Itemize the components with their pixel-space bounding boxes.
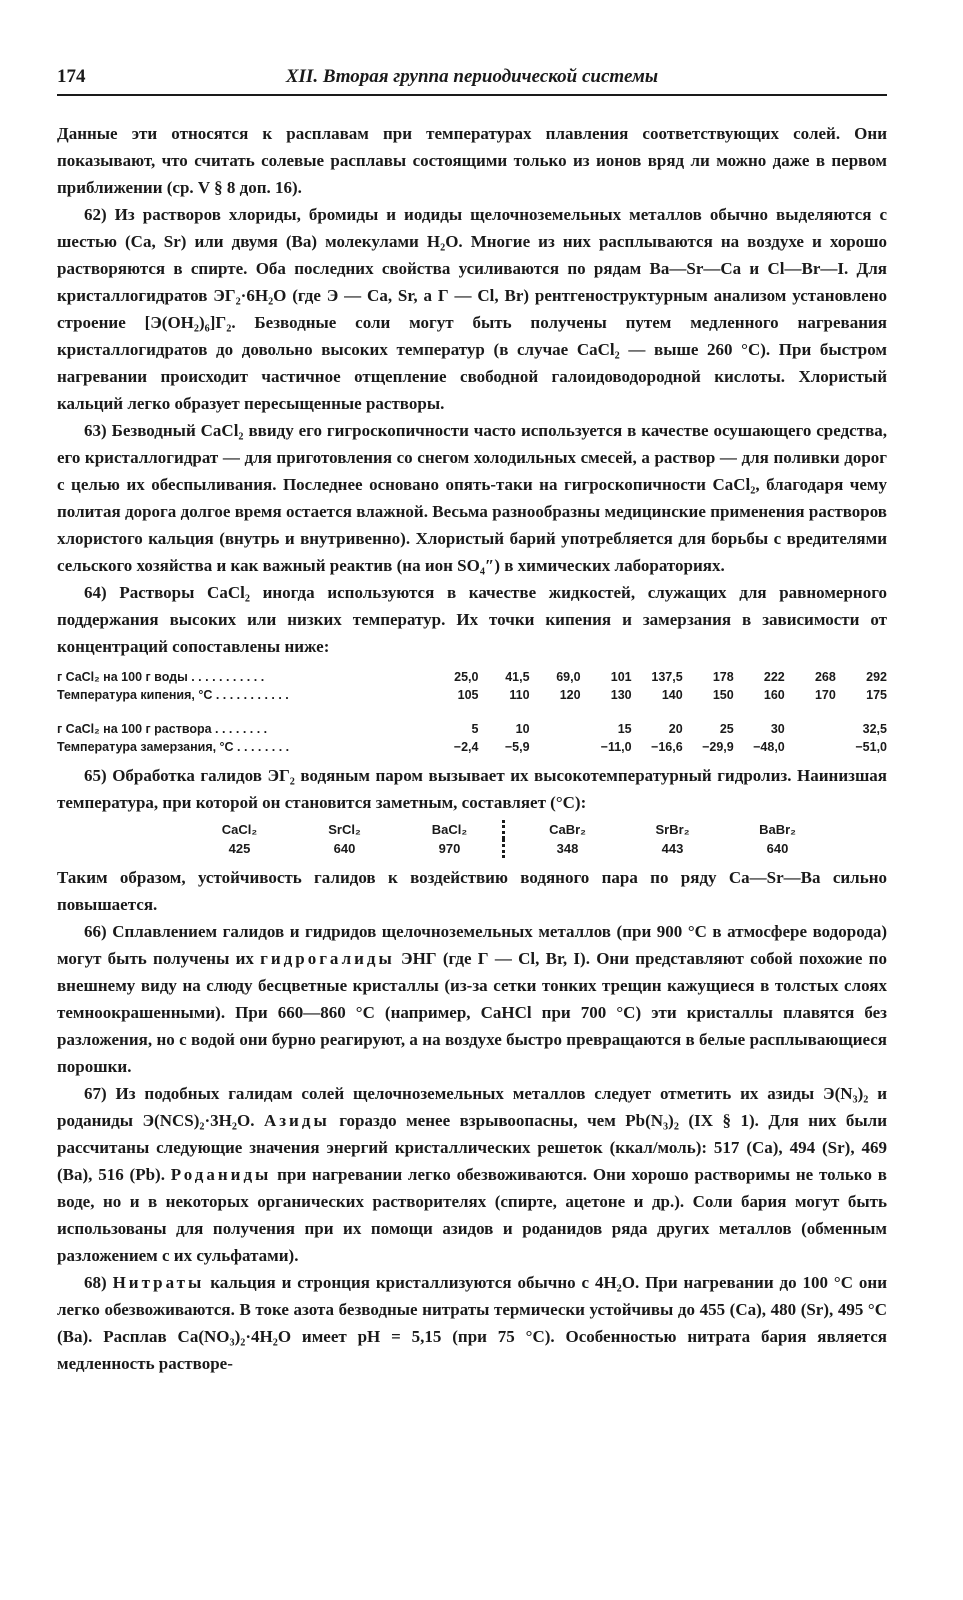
table-cell: 110 bbox=[509, 688, 530, 702]
note-65-conclusion: Таким образом, устойчивость галидов к воздействию водяного пара по ряду Ca—Sr—Ba сильно повышается. bbox=[57, 868, 887, 914]
table-cell: 268 bbox=[814, 670, 836, 684]
halide-hydrolysis-table bbox=[187, 820, 830, 858]
table-row bbox=[187, 820, 830, 839]
table-cell: 15 bbox=[617, 722, 632, 736]
page-header bbox=[57, 60, 887, 96]
text-run: 67) Из подобных галидам солей щелочноземельных металлов следует отметить их азиды Э(N₃)₂ и роданиды Э(NCS)₂·3H₂O. bbox=[57, 1084, 887, 1130]
table-cell: BaBr₂ bbox=[759, 822, 796, 837]
table-cell: 425 bbox=[228, 841, 251, 856]
table-cell: −11,0 bbox=[600, 740, 632, 754]
table-cell: 10 bbox=[515, 722, 530, 736]
table-cell: 160 bbox=[763, 688, 785, 702]
table-cell: 105 bbox=[457, 688, 479, 702]
page-number: 174 bbox=[57, 66, 86, 87]
text-run: кальция и стронция кристаллизуются обычно с 4H₂O. При нагревании до 100 °C они легко обезвоживаются. В токе азота безводные нитраты термически устойчивы до 455 (Ca), 480 (Sr), 495 °C (Ba). Расплав Ca(NO₃)₂·4H₂O имеет pH = 5,15 (при 75 °C). Особенностью нитрата бария является медленность растворе- bbox=[57, 1273, 887, 1373]
table-cell: 640 bbox=[766, 841, 789, 856]
table-cell: 170 bbox=[814, 688, 836, 702]
table-cell: 20 bbox=[668, 722, 683, 736]
table-cell: 222 bbox=[763, 670, 785, 684]
table-cell: 32,5 bbox=[862, 722, 887, 736]
table-cell: CaCl₂ bbox=[221, 822, 258, 837]
table-cell: 120 bbox=[559, 688, 581, 702]
table-cell: 69,0 bbox=[556, 670, 581, 684]
table-cell: 292 bbox=[866, 670, 887, 684]
table-row bbox=[57, 738, 887, 756]
column-separator bbox=[504, 820, 516, 858]
table-cell: −16,6 bbox=[651, 740, 683, 754]
table-cell: 25 bbox=[719, 722, 734, 736]
table-cell: −51,0 bbox=[855, 740, 887, 754]
table-row bbox=[57, 720, 887, 738]
table-cell: 348 bbox=[556, 841, 579, 856]
table-row bbox=[57, 686, 887, 704]
table-cell: −29,9 bbox=[702, 740, 734, 754]
table-cell: 640 bbox=[333, 841, 356, 856]
table-cell bbox=[785, 720, 836, 738]
table-cell bbox=[530, 720, 581, 738]
note-67 bbox=[57, 1080, 887, 1269]
table-cell: 41,5 bbox=[505, 670, 530, 684]
text-run: 66) Сплавлением галидов и гидридов щелочноземельных металлов (при 900 °C в атмосфере водорода) могут быть получены их bbox=[57, 922, 887, 968]
table-cell: 178 bbox=[712, 670, 734, 684]
page-body bbox=[57, 120, 887, 1377]
text-run: при нагревании легко обезвоживаются. Они хорошо растворимы не только в воде, но и в некоторых органических растворителях (спирте, ацетоне и др.). Соли бария могут быть использованы для получения при их помощи азидов и роданидов ряда других металлов (обменным разложением с их сульфатами). bbox=[57, 1165, 887, 1265]
table-cell: 970 bbox=[438, 841, 461, 856]
paragraph-continuation: Данные эти относятся к расплавам при температурах плавления соответствующих солей. Они показывают, что считать солевые расплавы состоящими только из ионов вряд ли можно даже в первом приближении (ср. V § 8 доп. 16). bbox=[57, 124, 887, 197]
row-label: Температура замерзания, °C . . . . . . . . bbox=[57, 740, 290, 754]
cacl2-table bbox=[57, 668, 887, 756]
spaced-term: Роданиды bbox=[170, 1165, 272, 1184]
row-label: Температура кипения, °C . . . . . . . . . . . bbox=[57, 688, 289, 702]
table-cell: −2,4 bbox=[453, 740, 479, 754]
table-cell: 30 bbox=[770, 722, 785, 736]
text-run: 68) bbox=[84, 1273, 113, 1292]
table-cell: CaBr₂ bbox=[549, 822, 586, 837]
table-cell: BaCl₂ bbox=[431, 822, 468, 837]
spaced-term: Азиды bbox=[263, 1111, 330, 1130]
table-cell: SrCl₂ bbox=[328, 822, 361, 837]
note-62: 62) Из растворов хлориды, бромиды и иодиды щелочноземельных металлов обычно выделяются с шестью (Ca, Sr) или двумя (Ba) молекулами H₂O. Многие из них расплываются на воздухе и хорошо растворяются в спирте. Оба последних свойства усиливаются по рядам Ba—Sr—Ca и Cl—Br—I. Для кристаллогидратов ЭГ₂·6H₂O (где Э — Ca, Sr, а Г — Cl, Br) рентгеноструктурным анализом установлено строение [Э(OH₂)₆]Г₂. Безводные соли могут быть получены путем медленного нагревания кристаллогидратов до довольно высоких температур (в случае CaCl₂ — выше 260 °C). При быстром нагревании происходит частичное отщепление свободной галоидоводородной кислоты. Хлористый кальций легко образует пересыщенные растворы. bbox=[57, 205, 887, 413]
table-cell: 5 bbox=[471, 722, 479, 736]
table-cell: 137,5 bbox=[651, 670, 683, 684]
spaced-term: гидрогалиды bbox=[260, 949, 395, 968]
table-cell: 175 bbox=[866, 688, 887, 702]
table-cell: −5,9 bbox=[504, 740, 530, 754]
note-68 bbox=[57, 1269, 887, 1377]
note-63: 63) Безводный CaCl₂ ввиду его гигроскопичности часто используется в качестве осушающего средства, его кристаллогидрат — для приготовления со снегом холодильных смесей, а раствор — для поливки дорог с целью их обеспыливания. Последнее основано опять-таки на гигроскопичности CaCl₂, благодаря чему политая дорога долгое время остается влажной. Весьма разнообразны медицинские применения растворов хлористого кальция (внутрь и внутривенно). Хлористый барий употребляется для борьбы с вредителями сельского хозяйства и как важный реактив (на ион SO₄″) в химических лабораториях. bbox=[57, 421, 887, 575]
text-run: гораздо менее взрывоопасны, чем Pb(N₃)₂ (IX § 1). Для них были рассчитаны следующие значения энергий кристаллических решеток (ккал/моль): 517 (Ca), 494 (Sr), 469 (Ba), 516 (Pb). bbox=[57, 1111, 887, 1184]
table-row bbox=[57, 668, 887, 686]
note-65: 65) Обработка галидов ЭГ₂ водяным паром вызывает их высокотемпературный гидролиз. Наинизшая температура, при которой он становится заметным, составляет (°C): bbox=[57, 766, 887, 812]
row-label: г CaCl₂ на 100 г раствора . . . . . . . . bbox=[57, 722, 268, 736]
table-cell: 150 bbox=[712, 688, 734, 702]
running-title: XII. Вторая группа периодической системы bbox=[285, 66, 659, 87]
table-cell: 130 bbox=[610, 688, 632, 702]
spaced-term: Нитраты bbox=[112, 1273, 205, 1292]
table-cell: SrBr₂ bbox=[655, 822, 690, 837]
text-run: ЭНГ (где Г — Cl, Br, I). Они представляют собой похожие по внешнему виду на слюду бесцветные кристаллы (из-за сетки тонких трещин кажущиеся в толстых слоях темноокрашенными). При 660—860 °C (например, CaHCl при 700 °C) эти кристаллы плавятся без разложения, но с водой они бурно реагируют, а на воздухе быстро превращаются в белые расплывающиеся порошки. bbox=[57, 949, 887, 1076]
table-cell: 25,0 bbox=[454, 670, 479, 684]
table-cell: −48,0 bbox=[753, 740, 785, 754]
table-spacer bbox=[57, 704, 887, 720]
table-cell: 101 bbox=[610, 670, 632, 684]
row-label: г CaCl₂ на 100 г воды . . . . . . . . . . . bbox=[57, 670, 265, 684]
table-cell bbox=[785, 738, 836, 756]
table-cell bbox=[530, 738, 581, 756]
table-cell: 443 bbox=[661, 841, 684, 856]
note-66 bbox=[57, 918, 887, 1080]
note-64: 64) Растворы CaCl₂ иногда используются в качестве жидкостей, служащих для равномерного поддержания высоких или низких температур. Их точки кипения и замерзания в зависимости от концентраций сопоставлены ниже: bbox=[57, 583, 887, 656]
table-cell: 140 bbox=[661, 688, 683, 702]
